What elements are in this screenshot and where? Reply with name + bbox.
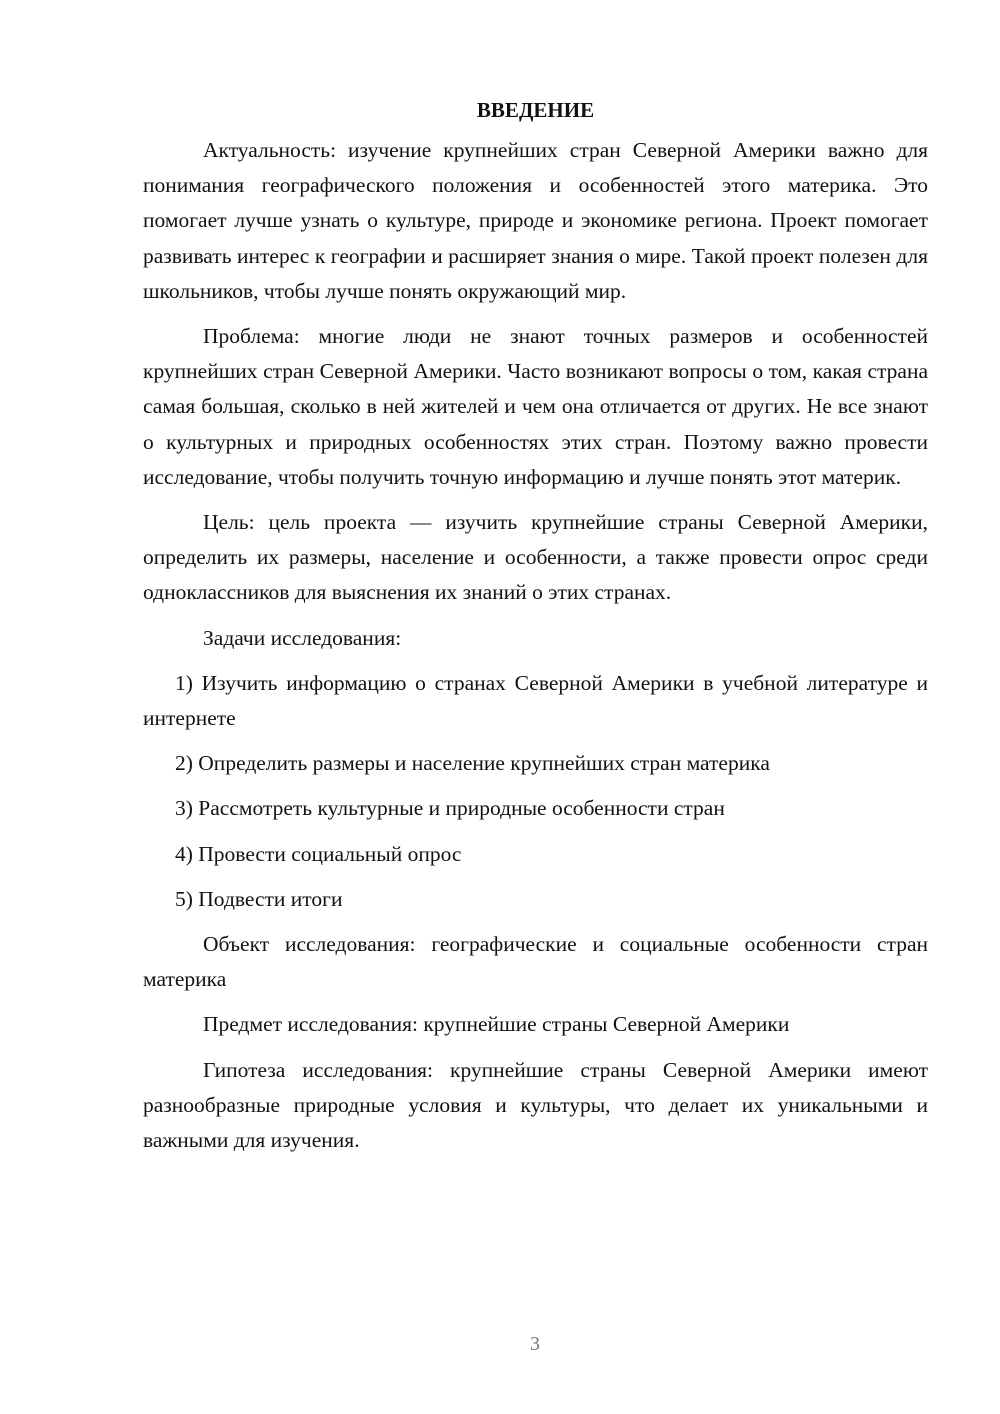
page-number: 3 [530, 1333, 540, 1355]
task-item-4: 4) Провести социальный опрос [175, 841, 462, 866]
task-item-3: 3) Рассмотреть культурные и природные особенности стран [175, 796, 725, 821]
document-heading: ВВЕДЕНИЕ [476, 98, 595, 122]
document-page [143, 95, 928, 1158]
task-item-5: 5) Подвести итоги [175, 886, 343, 911]
relevance-paragraph: Актуальность: изучение крупнейших стран Северной Америки важно для понимания географического положения и особенностей этого материка. Это помогает лучше узнать о культуре, природе и экономике региона. Проект помогает развивать интерес к географии и расширяет знания о мире. Такой проект полезен для школьников, чтобы лучше понять окружающий мир. [143, 138, 928, 303]
tasks-heading: Задачи исследования: [203, 625, 402, 650]
problem-paragraph: Проблема: многие люди не знают точных размеров и особенностей крупнейших стран Северной Америки. Часто возникают вопросы о том, какая страна самая большая, сколько в ней жителей и чем она отличается от других. Не все знают о культурных и природных особенностях этих стран. Поэтому важно провести исследование, чтобы получить точную информацию и лучше понять этот материк. [143, 324, 928, 489]
goal-paragraph: Цель: цель проекта — изучить крупнейшие страны Северной Америки, определить их размеры, население и особенности, а также провести опрос среди одноклассников для выяснения их знаний о этих странах. [143, 510, 928, 605]
object-paragraph: Объект исследования: географические и социальные особенности стран материка [143, 932, 928, 992]
task-item-2: 2) Определить размеры и население крупнейших стран материка [175, 751, 770, 776]
task-item-1: 1) Изучить информацию о странах Северной Америки в учебной литературе и интернете [143, 670, 928, 731]
hypothesis-paragraph: Гипотеза исследования: крупнейшие страны Северной Америки имеют разнообразные природные условия и культуры, что делает их уникальными и важными для изучения. [143, 1057, 928, 1153]
subject-paragraph: Предмет исследования: крупнейшие страны Северной Америки [203, 1012, 790, 1037]
